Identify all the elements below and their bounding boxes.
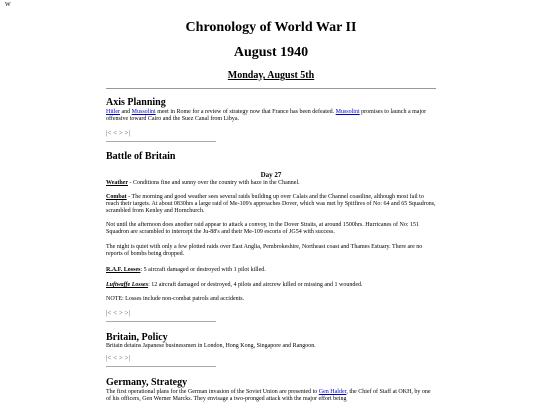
nav-last[interactable]: >| [124,354,130,362]
weather-text: Weather - Conditions fine and sunny over the country with haze in the Channel. [106,180,300,186]
hitler-link[interactable]: Hitler [106,109,120,115]
nav-first[interactable]: |< [106,129,112,137]
section-heading-axis-planning: Axis Planning [106,97,166,108]
section-divider [106,366,216,367]
night-text: The night is quiet with only a few plotted raids over East Anglia, Pembrokeshire, Northeast coast and Thames Estuary. There are no reports of bombs being dropped. [106,244,423,257]
axis-planning-text: Hitler and Mussolini meet in Rome for a review of strategy now that France has been defeated. Mussolini promises to launch a major offensive toward Cairo and the Suez Canal from Libya. [106,109,427,122]
section-heading-germany-strategy: Germany, Strategy [106,377,188,388]
divider [106,88,436,89]
nav-prev[interactable]: < [113,129,118,137]
mussolini-link[interactable]: Mussolini [131,109,156,115]
month-heading: August 1940 [233,45,309,60]
policy-text: Britain detains Japanese businessmen in London, Hong Kong, Singapore and Rangoon. [106,343,316,349]
mussolini-link-2[interactable]: Mussolini [335,109,360,115]
day-counter: Day 27 [260,171,282,179]
section-heading-britain-policy: Britain, Policy [106,332,168,343]
afternoon-text: Not until the afternoon does another raid appear to attack a convoy, in the Dover Straits, at around 1500hrs. Hurricanes of No: 151 Squadron are scrambled to intercept the Ju-88's and their Me-109 escorts of JG54 with success. [106,222,420,235]
luftwaffe-losses: Luftwaffe Losses: 12 aircraft damaged or destroyed, 4 pilots and aircrew killed or missing and 1 wounded. [106,282,363,288]
nav-last[interactable]: >| [124,309,130,317]
raf-losses: R.A.F. Losses: 5 aircraft damaged or destroyed with 1 pilot killed. [106,267,266,273]
nav-last[interactable]: >| [124,129,130,137]
nav-first[interactable]: |< [106,309,112,317]
nav-next[interactable]: > [118,309,123,317]
strategy-text: The first operational plans for the German invasion of the Soviet Union are presented to Gen Halder, the Chief of Staff at OKH, by one of his officers, Gen Werner Marcks. They envisage a two-pronged attack with the major effort being [106,389,431,402]
losses-note: NOTE: Losses include non-combat patrols and accidents. [106,296,245,302]
page-title: Chronology of World War II [185,20,357,35]
section-divider [106,321,216,322]
corner-mark: W [5,2,11,8]
section-heading-battle-of-britain: Battle of Britain [106,151,176,162]
nav-bar-2 [106,309,130,317]
combat-text: Combat - The morning and good weather sees several raids building up over Calais and the Channel coastline, although most fail to reach their targets. At about 0830hrs a large raid of Me-109's approaches Dover, which was met by Spitfires of No: 64 and 65 Squadrons, scrambled from Kenley and Hornchurch. [106,194,436,214]
nav-first[interactable]: |< [106,354,112,362]
date-heading: Monday, August 5th [227,70,315,81]
nav-bar-1 [106,129,130,137]
nav-prev[interactable]: < [113,354,118,362]
nav-bar-3 [106,354,130,362]
nav-prev[interactable]: < [113,309,118,317]
nav-next[interactable]: > [118,129,123,137]
gen-halder-link[interactable]: Gen Halder [318,389,347,395]
section-divider [106,141,216,142]
nav-next[interactable]: > [118,354,123,362]
